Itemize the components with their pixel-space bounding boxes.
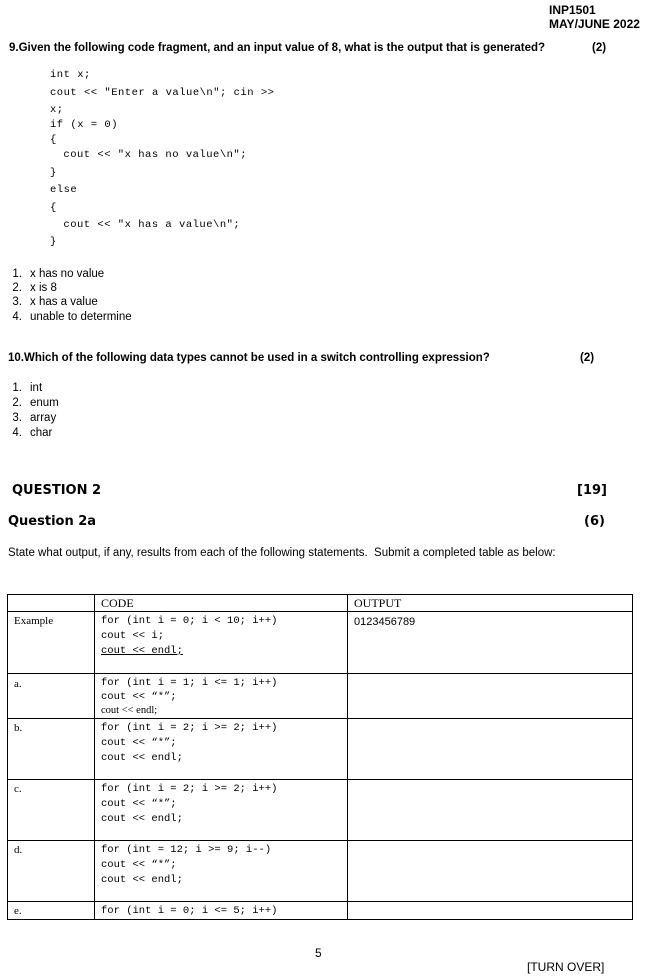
q9-option: 3. x has a value <box>12 296 98 308</box>
q9-option: 1. x has no value <box>12 268 105 280</box>
code-line: cout << endl; <box>101 752 183 764</box>
row-label: Example <box>8 612 95 674</box>
code-line: for (int i = 0; i <= 5; i++) <box>101 905 278 917</box>
header-cell <box>8 595 95 612</box>
q10-marks: (2) <box>580 352 595 364</box>
output-cell: 0123456789 <box>348 612 633 674</box>
q9-code-line: } <box>50 236 57 248</box>
output-cell <box>348 674 633 719</box>
q9-code-line: { <box>50 202 57 214</box>
code-line: cout << endl; <box>101 645 183 657</box>
q9-code-line: cout << "Enter a value\n"; cin >> <box>50 87 275 99</box>
table-row <box>8 612 633 674</box>
q9-code-line: cout << "x has a value\n"; <box>43 219 241 231</box>
output-cell <box>348 719 633 780</box>
code-line: cout << “*”; <box>101 691 177 703</box>
code-cell <box>95 612 348 674</box>
table-row <box>8 719 633 780</box>
code-line: cout << i; <box>101 630 165 642</box>
code-line: cout << endl; <box>101 874 183 886</box>
code-cell <box>95 841 348 902</box>
q10-text: 10.Which of the following data types cannot be used in a switch controlling expression? <box>8 352 490 364</box>
header-cell: OUTPUT <box>348 595 633 612</box>
row-label: a. <box>8 674 95 719</box>
row-label: e. <box>8 902 95 920</box>
header-cell: CODE <box>95 595 348 612</box>
code-line: cout << endl; <box>101 813 183 825</box>
code-line: cout << endl; <box>101 705 158 716</box>
code-line: for (int i = 1; i <= 1; i++) <box>101 677 278 689</box>
output-table <box>7 594 633 920</box>
code-cell <box>95 719 348 780</box>
q9-code-line: int x; <box>50 69 91 81</box>
exam-session: MAY/JUNE 2022 <box>549 17 640 31</box>
q10-option: 4. char <box>12 427 53 439</box>
code-line: for (int i = 2; i >= 2; i++) <box>101 722 278 734</box>
code-line: cout << “*”; <box>101 859 177 871</box>
code-cell <box>95 902 348 920</box>
q9-code-line: } <box>50 167 57 179</box>
question-2a-title: Question 2a <box>8 514 97 529</box>
question-2a-instruction: State what output, if any, results from each of the following statements. Submit a completed table as below: <box>8 547 556 559</box>
code-line: cout << “*”; <box>101 798 177 810</box>
q10-option: 3. array <box>12 412 57 424</box>
q9-option: 2. x is 8 <box>12 282 57 294</box>
code-cell <box>95 674 348 719</box>
q9-code-line: if (x = 0) <box>50 119 119 131</box>
code-line: for (int i = 2; i >= 2; i++) <box>101 783 278 795</box>
code-cell <box>95 780 348 841</box>
table-row <box>8 902 633 920</box>
row-label: d. <box>8 841 95 902</box>
code-line: for (int i = 0; i < 10; i++) <box>101 615 278 627</box>
q9-marks: (2) <box>592 42 607 54</box>
question-2a-marks: (6) <box>584 514 605 529</box>
output-cell <box>348 780 633 841</box>
table-row <box>8 780 633 841</box>
q9-code-line: x; <box>50 104 64 116</box>
table-row <box>8 674 633 719</box>
table-row <box>8 841 633 902</box>
output-cell <box>348 902 633 920</box>
question-2-marks: [19] <box>577 483 607 498</box>
q9-code-line: { <box>50 134 57 146</box>
page-number: 5 <box>315 946 322 960</box>
q9-text: 9.Given the following code fragment, and an input value of 8, what is the output that is generated? <box>9 42 546 54</box>
row-label: c. <box>8 780 95 841</box>
row-label: b. <box>8 719 95 780</box>
q9-code-line: else <box>50 184 78 196</box>
q9-code-line: cout << "x has no value\n"; <box>43 149 248 161</box>
output-cell <box>348 841 633 902</box>
q10-option: 1. int <box>12 382 43 394</box>
question-2-title: QUESTION 2 <box>12 483 102 498</box>
code-line: for (int = 12; i >= 9; i--) <box>101 844 272 856</box>
table-header-row <box>8 595 633 612</box>
turn-over: [TURN OVER] <box>527 960 605 974</box>
q9-option: 4. unable to determine <box>12 311 132 323</box>
course-code: INP1501 <box>549 3 596 17</box>
q10-option: 2. enum <box>12 397 59 409</box>
code-line: cout << “*”; <box>101 737 177 749</box>
